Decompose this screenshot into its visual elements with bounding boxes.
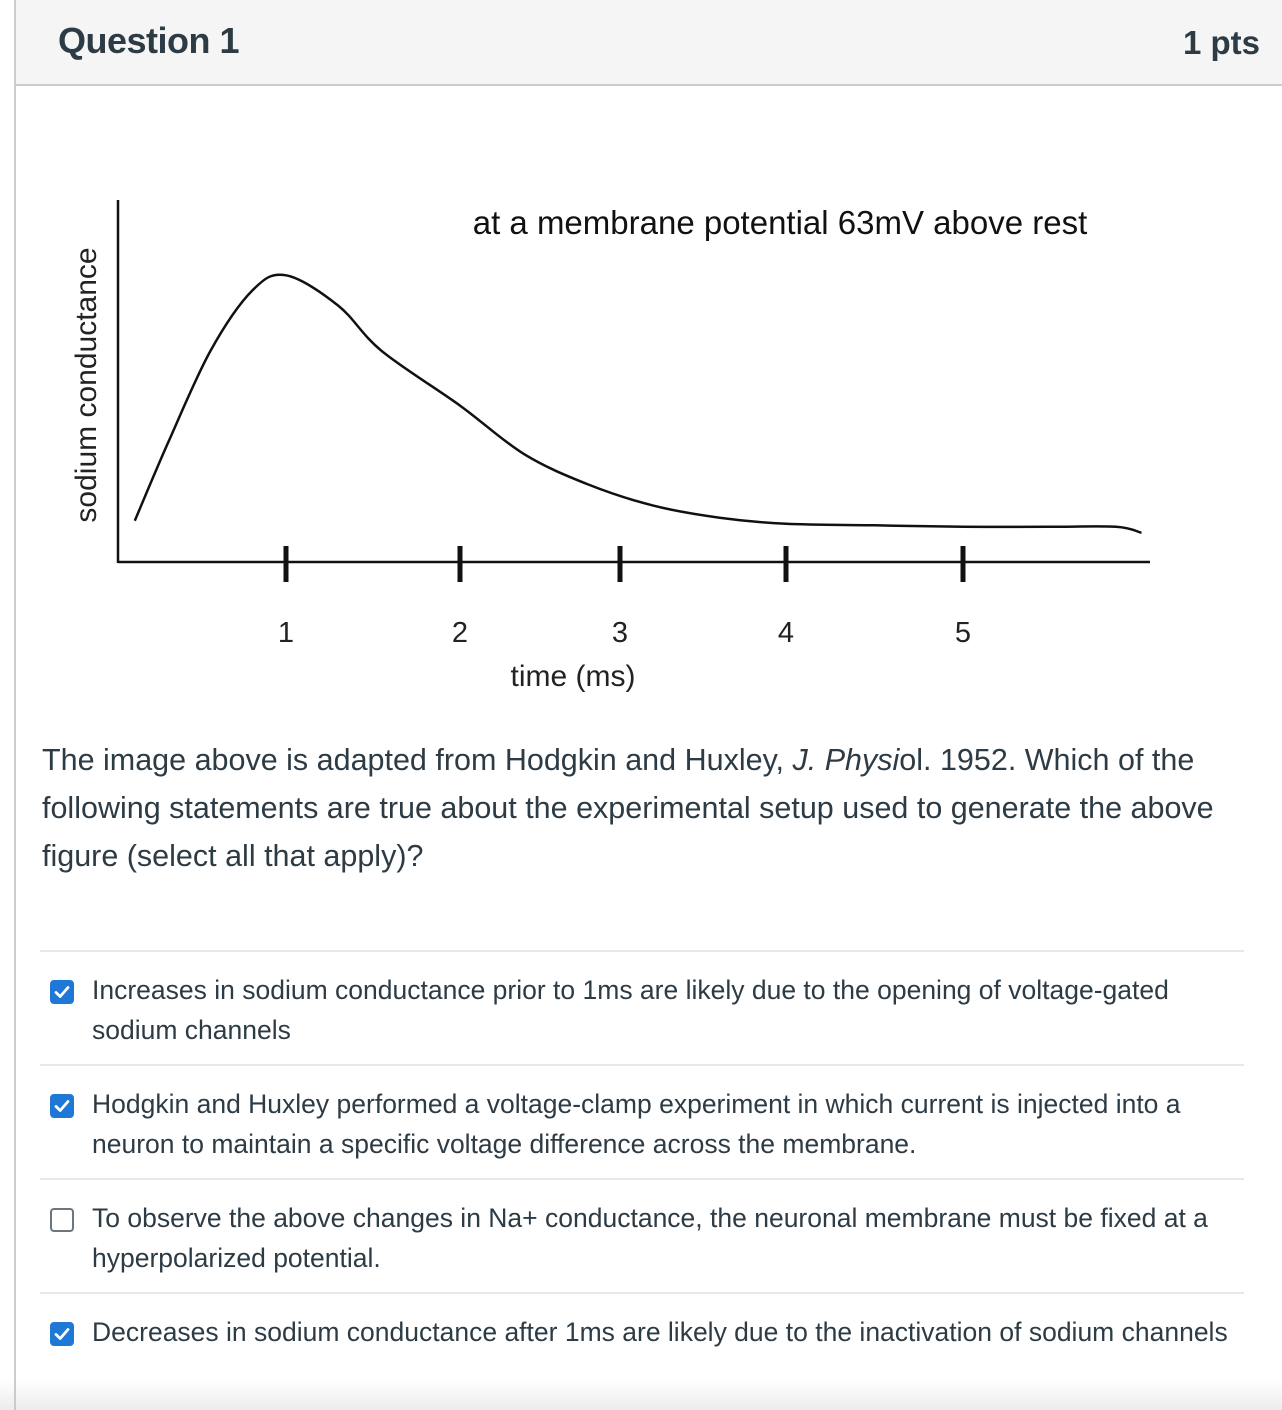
question-text-part2: 1952. Which of the following statements are true about the experimental setup used to generate the above figure (select all that apply)? [42,743,1214,873]
checkmark-icon [53,1097,71,1115]
question-points: 1 pts [1182,24,1260,61]
chart-x-axis-label: time (ms) [510,660,636,693]
journal-tail: ol. [899,743,932,777]
bottom-shadow [0,1380,1282,1410]
conductance-curve [135,275,1142,533]
answer-text-1: Increases in sodium conductance prior to 1ms are likely due to the opening of voltage-gated sodium channels [92,975,1169,1045]
answer-option-3[interactable] [40,1178,1244,1292]
x-tick-label: 3 [611,617,629,649]
chart-y-axis-label: sodium conductance [70,247,103,523]
question-text-part1: The image above is adapted from Hodgkin and Huxley, [42,743,793,777]
x-tick-label: 4 [777,617,795,649]
answer-text-3: To observe the above changes in Na+ conductance, the neuronal membrane must be fixed at a hyperpolarized potential. [92,1203,1208,1273]
answer-list [40,950,1244,1406]
journal-name: J. Physi [792,743,900,777]
question-text [42,736,1242,880]
answer-text-2: Hodgkin and Huxley performed a voltage-clamp experiment in which current is injected into a neuron to maintain a specific voltage difference across the membrane. [92,1089,1181,1159]
question-title: Question 1 [58,20,240,61]
answer-checkbox-4[interactable] [50,1322,74,1346]
checkmark-icon [53,983,71,1001]
x-tick-label: 2 [451,617,469,649]
answer-option-2[interactable] [40,1064,1244,1178]
answer-checkbox-3[interactable] [50,1208,74,1232]
answer-text-4: Decreases in sodium conductance after 1ms are likely due to the inactivation of sodium channels [92,1317,1228,1347]
answer-checkbox-2[interactable] [50,1094,74,1118]
x-tick-label: 5 [954,617,972,649]
checkmark-icon [53,1325,71,1343]
answer-checkbox-1[interactable] [50,980,74,1004]
x-tick-label: 1 [277,617,295,649]
answer-option-1[interactable] [40,950,1244,1064]
chart-title: at a membrane potential 63mV above rest [472,204,1088,241]
